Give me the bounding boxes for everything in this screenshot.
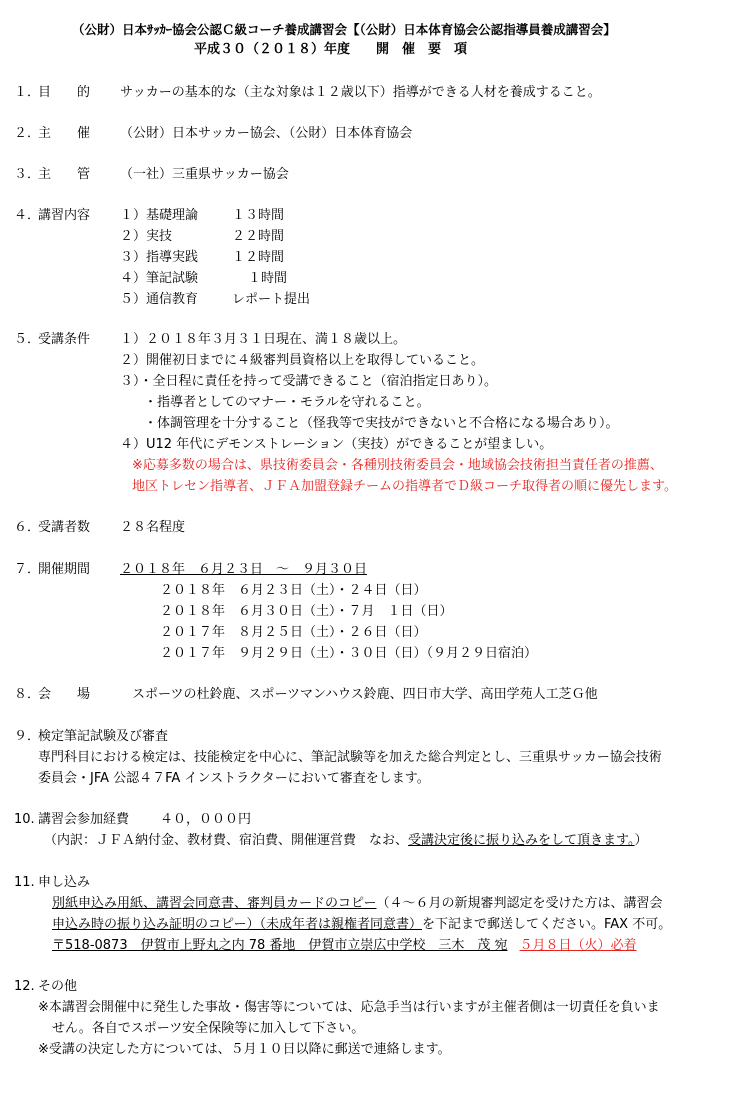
session-date: ２０１８年 ６月２３日（土）・２４日（日） (160, 583, 427, 598)
exam-line: 委員会・JFA 公認４７FA インストラクターにおいて審査をします。 (38, 771, 430, 786)
mail-instruction: を下記まで郵送してください。FAX 不可。 (422, 917, 672, 932)
content-item-name: ２）実技 (120, 229, 173, 244)
section-number: ２． (14, 126, 41, 141)
condition-line: ２）開催初日までに４級審判員資格以上を取得していること。 (120, 353, 485, 368)
content-item-name: １）基礎理論 (120, 208, 199, 223)
content-item-name: ４）筆記試験 (120, 271, 199, 286)
section-label: 目 的 (38, 85, 91, 100)
section-number: ４． (14, 208, 41, 223)
content-item-hours: レポート提出 (232, 292, 311, 307)
section-number: ７． (14, 562, 41, 577)
section-label: 主 管 (38, 167, 91, 182)
fee-detail-close: ） (634, 833, 648, 848)
section-label: 会 場 (38, 687, 91, 702)
section-number: ８． (14, 687, 41, 702)
condition-line: ４）U12 年代にデモンストレーション（実技）ができることが望ましい。 (120, 437, 553, 452)
priority-note: ※応募多数の場合は、県技術委員会・各種別技術委員会・地域協会技術担当責任者の推薦、 (132, 458, 663, 473)
guardian-consent: （未成年者は親権者同意書） (259, 917, 422, 932)
section-label: その他 (38, 979, 78, 994)
fee-detail-text: （内訳：ＪＦＡ納付金、教材費、宿泊費、開催運営費 なお、 (44, 833, 409, 848)
postal-address: 〒518-0873 伊賀市上野丸之内 78 番地 伊賀市立崇広中学校 三木 茂 宛 (52, 938, 508, 953)
content-item-hours: １時間 (248, 271, 288, 286)
section-number: ９． (14, 729, 41, 744)
section-text: スポーツの杜鈴鹿、スポーツマンハウス鈴鹿、四日市大学、高田学苑人工芝Ｇ他 (132, 687, 598, 702)
fee-detail (44, 833, 648, 849)
title-line-1: （公財）日本ｻｯｶｰ協会公認Ｃ級コーチ養成講習会【（公財）日本体育協会公認指導員養成講習会】 (72, 22, 616, 37)
section-label: 講習内容 (38, 208, 91, 223)
content-item-name: ５）通信教育 (120, 292, 199, 307)
application-line (52, 896, 663, 912)
section-text: サッカーの基本的な（主な対象は１２歳以下）指導ができる人材を養成すること。 (120, 85, 601, 100)
payment-note: 受講決定後に振り込みをして頂きます。 (408, 833, 635, 848)
section-label: 受講条件 (38, 332, 91, 347)
section-label: 受講者数 (38, 520, 91, 535)
section-number: ３． (14, 167, 41, 182)
application-line (52, 917, 671, 933)
session-date: ２０１７年 ８月２５日（土）・２６日（日） (160, 625, 427, 640)
section-number: ５． (14, 332, 41, 347)
fee-amount: ４０，０００円 (160, 812, 252, 827)
payment-proof: 申込み時の振り込み証明のコピー） (52, 917, 260, 932)
section-label: 申し込み (38, 875, 91, 890)
session-date: ２０１７年 ９月２９日（土）・３０日（日）（９月２９日宿泊） (160, 646, 538, 661)
content-item-hours: ２２時間 (232, 229, 285, 244)
section-label: 講習会参加経費 (38, 812, 130, 827)
exam-line: 専門科目における検定は、技能検定を中心に、筆記試験等を加えた総合判定とし、三重県サッカー協会技術 (38, 750, 662, 765)
deadline: ５月８日（火）必着 (519, 938, 637, 953)
condition-line: ３）・全日程に責任を持って受講できること（宿泊指定日あり）。 (120, 374, 498, 389)
condition-line: ・指導者としてのマナー・モラルを守れること。 (144, 395, 430, 410)
section-number: 10. (14, 812, 35, 827)
content-item-name: ３）指導実践 (120, 250, 199, 265)
section-text: （公財）日本サッカー協会、（公財）日本体育協会 (120, 126, 413, 141)
other-line: せん。各自でスポーツ安全保険等に加入して下さい。 (52, 1021, 365, 1036)
title-line-2: 平成３０（２０１８）年度 開 催 要 項 (194, 42, 468, 57)
period-range: ２０１８年 ６月２３日 ～ ９月３０日 (120, 562, 368, 577)
content-item-hours: １２時間 (232, 250, 285, 265)
condition-line: ・体調管理を十分すること（怪我等で実技ができないと不合格になる場合あり）。 (144, 416, 619, 431)
content-item-hours: １３時間 (232, 208, 285, 223)
section-number: 11. (14, 875, 35, 890)
priority-note: 地区トレセン指導者、ＪＦＡ加盟登録チームの指導者でＤ級コーチ取得者の順に優先します。 (132, 479, 677, 494)
section-label: 主 催 (38, 126, 91, 141)
section-text: ２８名程度 (120, 520, 186, 535)
section-number: 12. (14, 979, 35, 994)
application-documents: 別紙申込み用紙、講習会同意書、審判員カードのコピー (52, 896, 377, 911)
section-number: １． (14, 85, 41, 100)
section-label: 検定筆記試験及び審査 (38, 729, 169, 744)
application-address (52, 938, 637, 954)
other-line: ※本講習会開催中に発生した事故・傷害等については、応急手当は行いますが主催者側は一切責任を負いま (38, 1000, 660, 1015)
section-label: 開催期間 (38, 562, 91, 577)
session-date: ２０１８年 ６月３０日（土）・７月 １日（日） (160, 604, 453, 619)
other-line: ※受講の決定した方については、５月１０日以降に郵送で連絡します。 (38, 1042, 451, 1057)
section-number: ６． (14, 520, 41, 535)
application-note: （４～６月の新規審判認定を受けた方は、講習会 (376, 896, 663, 911)
section-text: （一社）三重県サッカー協会 (120, 167, 289, 182)
condition-line: １）２０１８年３月３１日現在、満１８歳以上。 (120, 332, 407, 347)
